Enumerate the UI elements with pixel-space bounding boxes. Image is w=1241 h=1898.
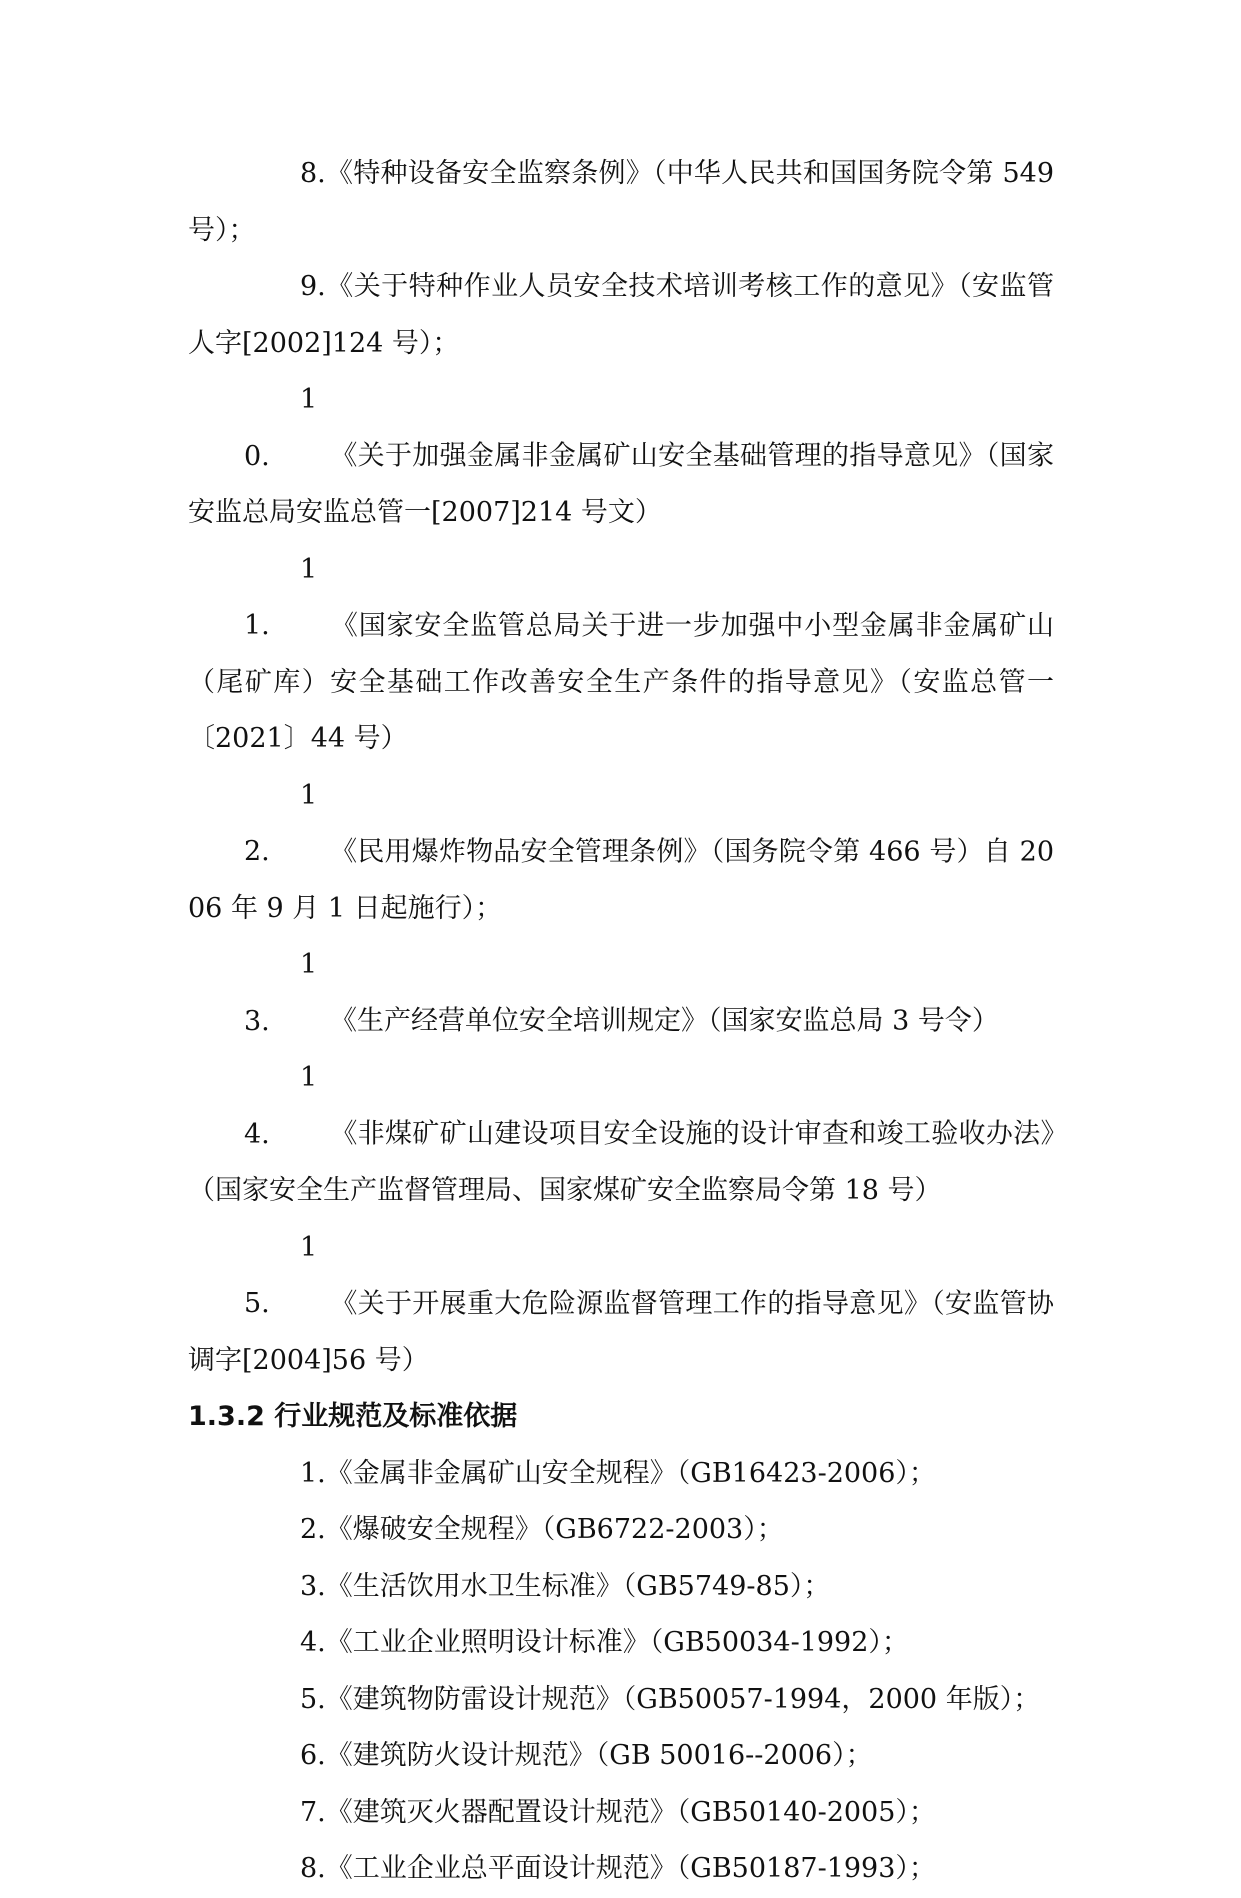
regulation-item bbox=[188, 259, 1054, 372]
item-number: 3. bbox=[300, 1570, 326, 1602]
regulation-item bbox=[188, 542, 1054, 768]
item-text: 《民用爆炸物品安全管理条例》（国务院令第 466 号）自 2006 年 9 月 1 日起施行）； bbox=[188, 836, 1054, 924]
item-text: 《金属非金属矿山安全规程》（GB16423-2006）； bbox=[325, 1457, 936, 1489]
item-text: 《工业企业总平面设计规范》（GB50187-1993）； bbox=[325, 1853, 936, 1884]
item-text: 《工业企业照明设计标准》（GB50034-1992）； bbox=[325, 1627, 909, 1658]
standard-item bbox=[188, 1446, 1054, 1503]
regulation-item bbox=[188, 1220, 1054, 1390]
item-text: 《关于加强金属非金属矿山安全基础管理的指导意见》（国家安监总局安监总管一[2007]214 号文） bbox=[188, 440, 1054, 528]
item-text: 《建筑灭火器配置设计规范》（GB50140-2005）； bbox=[325, 1796, 936, 1828]
item-number: 12. bbox=[244, 779, 318, 867]
item-text: 《国家安全监管总局关于进一步加强中小型金属非金属矿山（尾矿库）安全基础工作改善安全生产条件的指导意见》（安监总管一〔2021〕44 号） bbox=[188, 610, 1054, 754]
document-body bbox=[188, 146, 1054, 1898]
item-text: 《关于特种作业人员安全技术培训考核工作的意见》（安监管人字[2002]124 号）； bbox=[188, 271, 1054, 359]
item-number: 8. bbox=[300, 1853, 326, 1884]
item-number: 13. bbox=[244, 949, 318, 1037]
regulation-item bbox=[188, 768, 1054, 938]
regulation-item bbox=[188, 146, 1054, 259]
item-number: 1. bbox=[300, 1457, 326, 1489]
item-text: 《生产经营单位安全培训规定》（国家安监总局 3 号令） bbox=[330, 1005, 999, 1037]
standard-item bbox=[188, 1615, 1054, 1672]
standard-item bbox=[188, 1728, 1054, 1785]
item-number: 4. bbox=[300, 1627, 326, 1658]
item-number: 14. bbox=[244, 1062, 318, 1150]
standard-item bbox=[188, 1672, 1054, 1729]
item-number: 5. bbox=[300, 1683, 326, 1715]
standard-item bbox=[188, 1559, 1054, 1616]
regulation-item bbox=[188, 937, 1054, 1050]
item-number: 9. bbox=[300, 271, 326, 302]
standard-item bbox=[188, 1785, 1054, 1842]
item-text: 《关于开展重大危险源监督管理工作的指导意见》（安监管协调字[2004]56 号） bbox=[188, 1288, 1054, 1376]
regulation-item bbox=[188, 1050, 1054, 1220]
item-number: 7. bbox=[300, 1796, 326, 1828]
item-number: 15. bbox=[244, 1231, 318, 1319]
item-text: 《爆破安全规程》（GB6722-2003）； bbox=[325, 1514, 784, 1545]
standard-item bbox=[188, 1502, 1054, 1559]
standard-item bbox=[188, 1841, 1054, 1898]
regulation-item bbox=[188, 372, 1054, 542]
item-number: 8. bbox=[300, 158, 326, 189]
item-number: 2. bbox=[300, 1514, 326, 1545]
item-text: 《建筑防火设计规范》（GB 50016--2006）； bbox=[325, 1740, 873, 1771]
item-number: 11. bbox=[244, 553, 318, 641]
item-text: 《特种设备安全监察条例》（中华人民共和国国务院令第 549 号）； bbox=[188, 158, 1054, 246]
item-number: 6. bbox=[300, 1740, 326, 1771]
item-number: 10. bbox=[244, 384, 318, 472]
item-text: 《建筑物防雷设计规范》（GB50057-1994，2000 年版）； bbox=[325, 1683, 1041, 1715]
item-text: 《非煤矿矿山建设项目安全设施的设计审查和竣工验收办法》（国家安全生产监督管理局、国家煤矿安全监察局令第 18 号） bbox=[188, 1118, 1054, 1206]
section-heading: 1.3.2 行业规范及标准依据 bbox=[188, 1401, 518, 1432]
item-text: 《生活饮用水卫生标准》（GB5749-85）； bbox=[325, 1570, 831, 1602]
